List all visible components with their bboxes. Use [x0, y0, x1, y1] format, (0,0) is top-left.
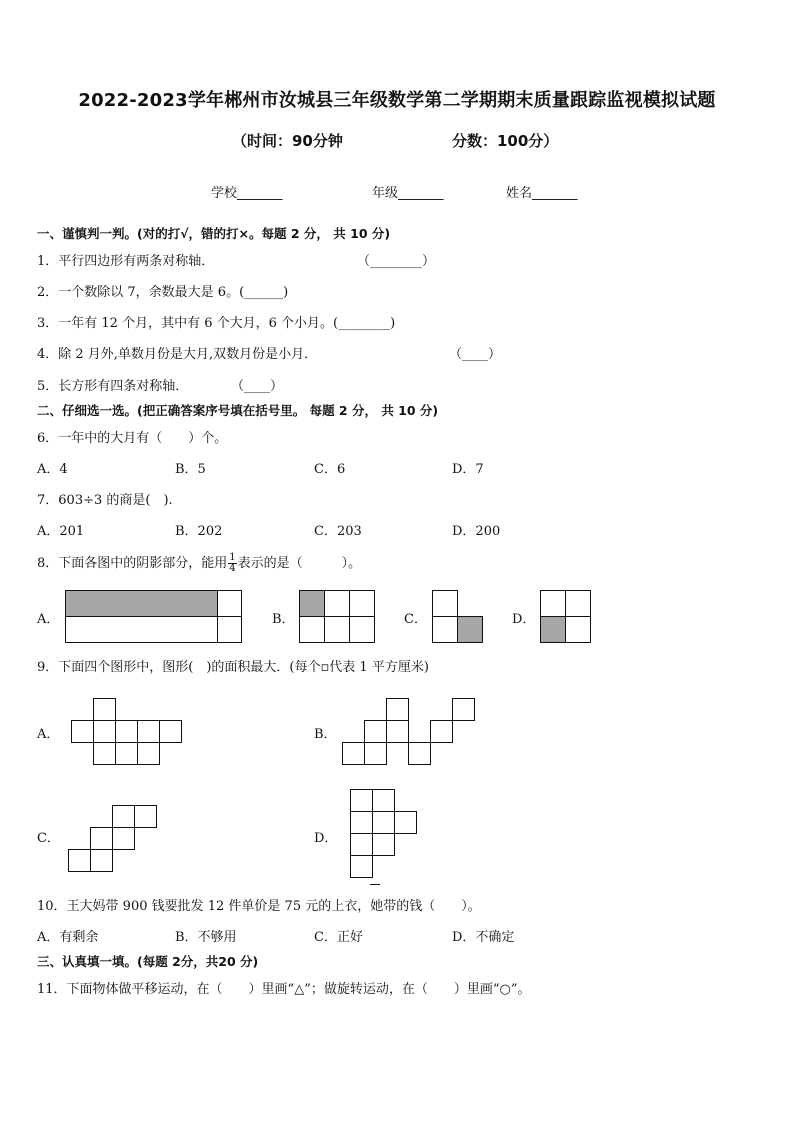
q8-figure-b [299, 590, 377, 644]
question-10: 10．王大妈带 900 钱要批发 12 件单价是 75 元的上衣，她带的钱（ ）。 [37, 899, 481, 914]
q9-figure-a [71, 698, 187, 768]
q8-figure-d [540, 590, 594, 644]
question-1-answer-blank[interactable]: （________） [357, 254, 436, 269]
q9-figure-c [68, 805, 162, 877]
q10-option-b[interactable]: B．不够用 [175, 930, 237, 945]
q8-figure-a [65, 590, 245, 644]
section-1-heading: 一、谨慎判一判。(对的打√，错的打×。每题 2 分， 共 10 分) [37, 226, 391, 241]
q6-option-b[interactable]: B．5 [175, 462, 206, 477]
question-4-answer-blank[interactable]: （____） [449, 347, 502, 362]
q9-figure-b [342, 698, 482, 768]
q9-option-c[interactable]: C． [37, 831, 60, 846]
question-1: 1．平行四边形有两条对称轴． [37, 254, 215, 269]
q9-figure-d [350, 789, 422, 887]
fraction-one-quarter [228, 553, 236, 574]
q7-option-a[interactable]: A．201 [37, 524, 85, 539]
q10-option-a[interactable]: A．有剩余 [37, 930, 99, 945]
q8-option-c[interactable]: C． [404, 612, 427, 627]
q9-option-b[interactable]: B． [314, 727, 337, 742]
question-8-suffix: 表示的是（ ）。 [237, 556, 362, 571]
q8-figure-c [432, 590, 486, 644]
q10-option-c[interactable]: C．正好 [314, 930, 363, 945]
q6-option-c[interactable]: C．6 [314, 462, 346, 477]
question-8-prefix: 8．下面各图中的阴影部分，能用 [37, 556, 228, 571]
q10-option-d[interactable]: D．不确定 [452, 930, 515, 945]
exam-score: 分数：100分） [452, 132, 559, 150]
section-3-heading: 三、认真填一填。(每题 2分，共20 分) [37, 954, 259, 969]
grade-field[interactable]: 年级_______ [372, 186, 444, 201]
q9-option-a[interactable]: A． [37, 727, 60, 742]
school-field[interactable]: 学校_______ [211, 186, 283, 201]
question-9: 9．下面四个图形中，图形( )的面积最大．(每个▫代表 1 平方厘米) [37, 660, 429, 675]
q8-option-a[interactable]: A． [37, 612, 60, 627]
q6-option-d[interactable]: D．7 [452, 462, 484, 477]
q6-option-a[interactable]: A．4 [37, 462, 68, 477]
name-field[interactable]: 姓名_______ [506, 186, 578, 201]
q8-option-d[interactable]: D． [512, 612, 536, 627]
question-6: 6．一年中的大月有（ ）个。 [37, 431, 228, 446]
q8-option-b[interactable]: B． [272, 612, 295, 627]
question-8 [37, 552, 361, 574]
q9-option-d[interactable]: D． [314, 831, 338, 846]
question-4: 4．除 2 月外,单数月份是大月,双数月份是小月． [37, 347, 318, 362]
fraction-denominator: 4 [229, 563, 236, 574]
page-title: 2022-2023学年郴州市汝城县三年级数学第二学期期末质量跟踪监视模拟试题 [78, 90, 716, 111]
q7-option-c[interactable]: C．203 [314, 524, 362, 539]
fraction-numerator: 1 [229, 552, 236, 563]
q7-option-d[interactable]: D．200 [452, 524, 501, 539]
exam-time: （时间：90分钟 [232, 132, 343, 150]
question-11: 11．下面物体做平移运动，在（ ）里画“△”；做旋转运动，在（ ）里画“○”。 [37, 982, 531, 997]
q7-option-b[interactable]: B．202 [175, 524, 223, 539]
question-3: 3．一年有 12 个月，其中有 6 个大月，6 个小月。(________) [37, 316, 396, 331]
question-2: 2．一个数除以 7，余数最大是 6。(______) [37, 285, 289, 300]
question-7: 7．603÷3 的商是( ). [37, 493, 173, 508]
question-5: 5．长方形有四条对称轴． [37, 379, 189, 394]
question-5-answer-blank[interactable]: （____） [231, 379, 284, 394]
section-2-heading: 二、仔细选一选。(把正确答案序号填在括号里。 每题 2 分， 共 10 分) [37, 403, 439, 418]
